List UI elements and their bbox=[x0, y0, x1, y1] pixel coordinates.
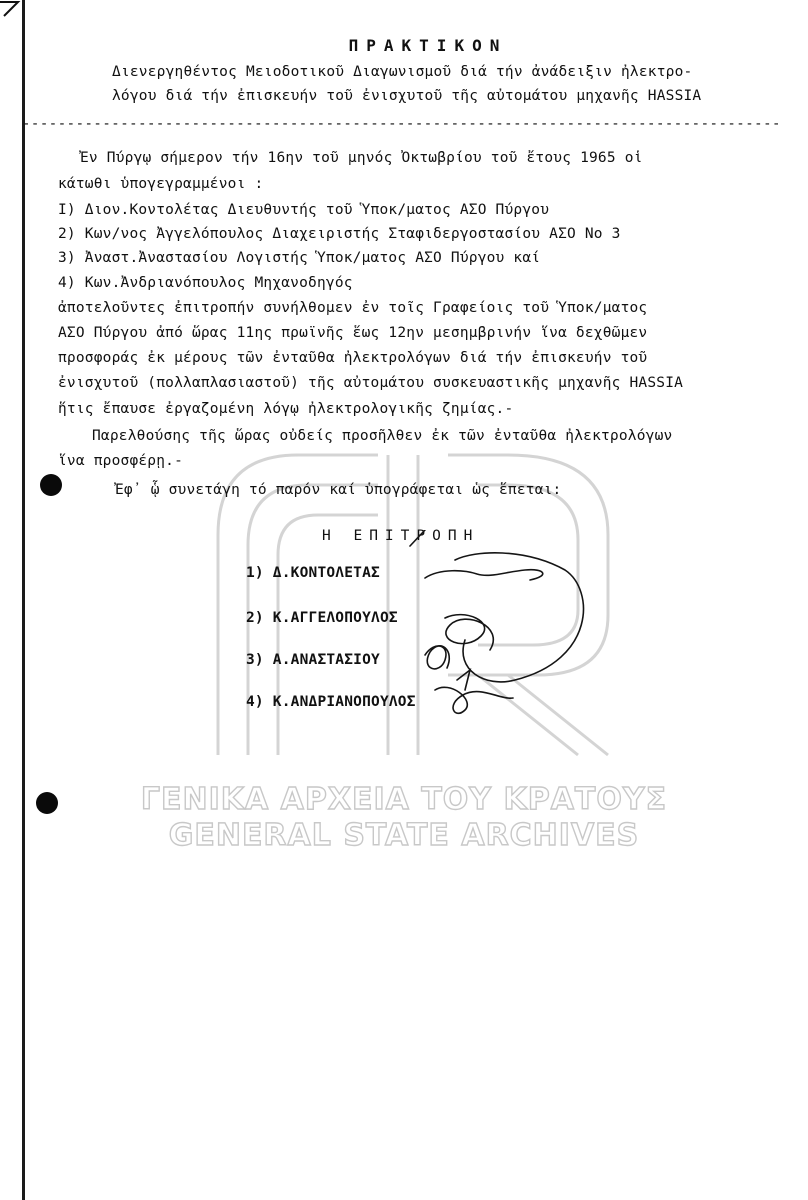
member-item: 3) Ἀναστ.Ἀναστασίου Λογιστής Ὑποκ/ματος ΑΣΟ Πύργου καί bbox=[58, 250, 541, 266]
member-item: I) Διον.Κοντολέτας Διευθυντής τοῦ Ὑποκ/ματος ΑΣΟ Πύργου bbox=[58, 202, 550, 218]
signature-line: 1) Δ.ΚΟΝΤΟΛΕΤΑΣ bbox=[246, 565, 380, 581]
subtitle-line-2: λόγου διά τήν ἐπισκευήν τοῦ ἐνισχυτοῦ τῆς αὐτομάτου μηχανῆς HASSIA bbox=[112, 88, 702, 104]
intro-line-1: Ἐν Πύργῳ σήμερον τήν 16ην τοῦ μηνός Ὀκτωβρίου τοῦ ἔτους 1965 οἱ bbox=[80, 150, 643, 166]
intro-line-2: κάτωθι ὑπογεγραμμένοι : bbox=[58, 176, 264, 192]
paragraph-line: ἵνα προσφέρῃ.- bbox=[58, 453, 184, 469]
punch-hole bbox=[40, 474, 62, 496]
signature-line: 2) Κ.ΑΓΓΕΛΟΠΟΥΛΟΣ bbox=[246, 610, 398, 626]
paragraph-line: ἀποτελοῦντες ἐπιτροπήν συνήλθομεν ἐν τοῖς Γραφείοις τοῦ Ὑποκ/ματος bbox=[58, 300, 648, 316]
paragraph-line: Παρελθούσης τῆς ὥρας οὐδείς προσῆλθεν ἐκ τῶν ἐνταῦθα ἠλεκτρολόγων bbox=[92, 428, 673, 444]
signature-line: 4) Κ.ΑΝΔΡΙΑΝΟΠΟΥΛΟΣ bbox=[246, 694, 416, 710]
committee-heading: Η ΕΠΙΤΡΟΠΗ bbox=[322, 528, 480, 544]
paragraph-line: ἥτις ἔπαυσε ἐργαζομένη λόγῳ ἠλεκτρολογικῆς ζημίας.- bbox=[58, 401, 514, 417]
member-item: 2) Κων/νος Ἀγγελόπουλος Διαχειριστής Σταφιδεργοστασίου ΑΣΟ Νο 3 bbox=[58, 226, 621, 242]
handwritten-signatures bbox=[395, 530, 585, 730]
punch-hole bbox=[36, 792, 58, 814]
watermark-greek: ΓΕΝΙΚΑ ΑΡΧΕΙΑ ΤΟΥ ΚΡΑΤΟΥΣ bbox=[140, 782, 668, 817]
paragraph-line: προσφοράς ἐκ μέρους τῶν ἐνταῦθα ἠλεκτρολόγων διά τήν ἐπισκευήν τοῦ bbox=[58, 350, 648, 366]
paragraph-line: ΑΣΟ Πύργου ἀπό ὥρας 11ης πρωϊνῆς ἕως 12ην μεσημβρινήν ἵνα δεχθῶμεν bbox=[58, 325, 648, 341]
scan-border bbox=[22, 0, 25, 1200]
signature-line: 3) Α.ΑΝΑΣΤΑΣΙΟΥ bbox=[246, 652, 380, 668]
closing-line: Ἐφ᾽ ᾧ συνετάγη τό παρόν καί ὑπογράφεται ὡς ἕπεται: bbox=[115, 482, 562, 498]
document-title: ΠΡΑΚΤΙΚΟΝ bbox=[348, 36, 508, 55]
corner-mark bbox=[0, 0, 40, 18]
subtitle-line-1: Διενεργηθέντος Μειοδοτικοῦ Διαγωνισμοῦ διά τήν ἀνάδειξιν ἠλεκτρο- bbox=[112, 64, 693, 80]
header-separator: ------------------------------------------------------------------------------------- bbox=[22, 116, 781, 132]
member-item: 4) Κων.Ἀνδριανόπουλος Μηχανοδηγός bbox=[58, 275, 353, 291]
watermark-english: GENERAL STATE ARCHIVES bbox=[168, 818, 640, 853]
paragraph-line: ἐνισχυτοῦ (πολλαπλασιαστοῦ) τῆς αὐτομάτου συσκευαστικῆς μηχανῆς HASSIA bbox=[58, 375, 684, 391]
